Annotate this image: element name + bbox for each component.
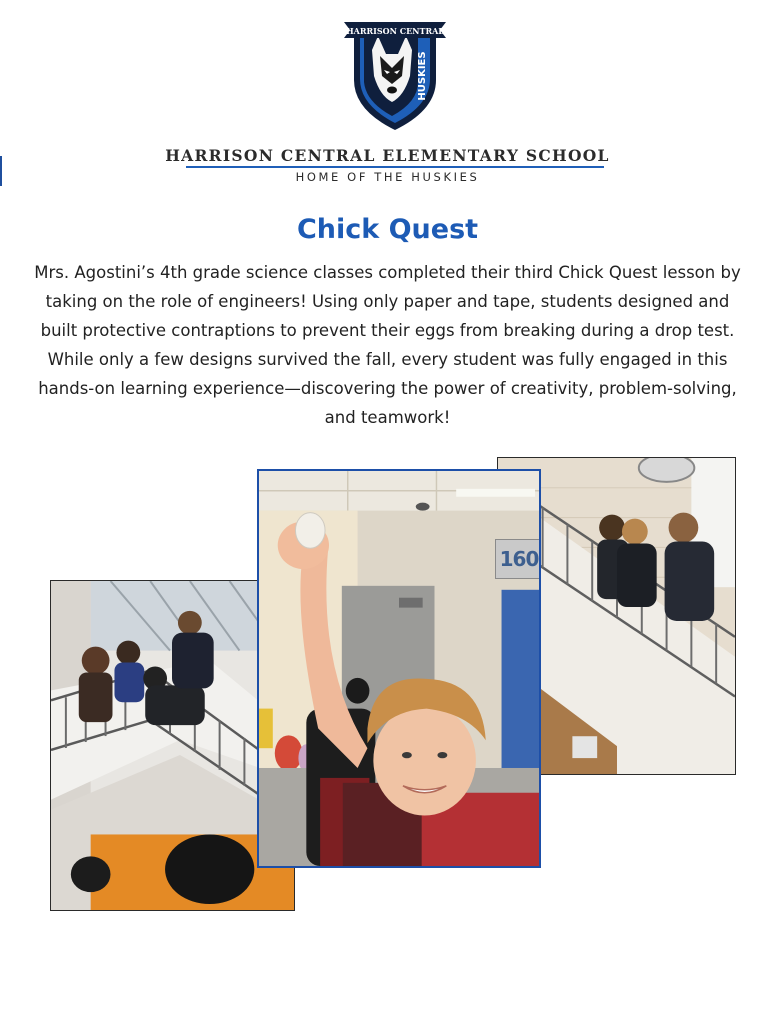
room-number-sign: 160 bbox=[495, 539, 541, 579]
school-logo bbox=[340, 10, 450, 132]
logo-side-text: HUSKIES bbox=[417, 51, 428, 101]
article-paragraph: Mrs. Agostini’s 4th grade science classes completed their third Chick Quest lesson by taking on the role of engineers! Using only paper and tape, students designed and built protective contraptions to prevent their eggs from breaking during a drop test. While only a few designs survived the fall, every student was fully engaged in this hands-on learning experience—discovering the power of creativity, problem-solving, and teamwork! bbox=[34, 263, 741, 427]
school-tagline: HOME OF THE HUSKIES bbox=[295, 170, 480, 184]
article-title: Chick Quest bbox=[296, 214, 479, 245]
logo-banner-text: HARRISON CENTRAL bbox=[346, 26, 444, 36]
egg-photo-center-icon bbox=[259, 471, 539, 866]
school-name: HARRISON CENTRAL ELEMENTARY SCHOOL bbox=[165, 146, 610, 165]
school-name-rule bbox=[186, 166, 604, 168]
photo-student-holding-egg bbox=[257, 469, 541, 868]
husky-shield-icon bbox=[340, 10, 450, 132]
